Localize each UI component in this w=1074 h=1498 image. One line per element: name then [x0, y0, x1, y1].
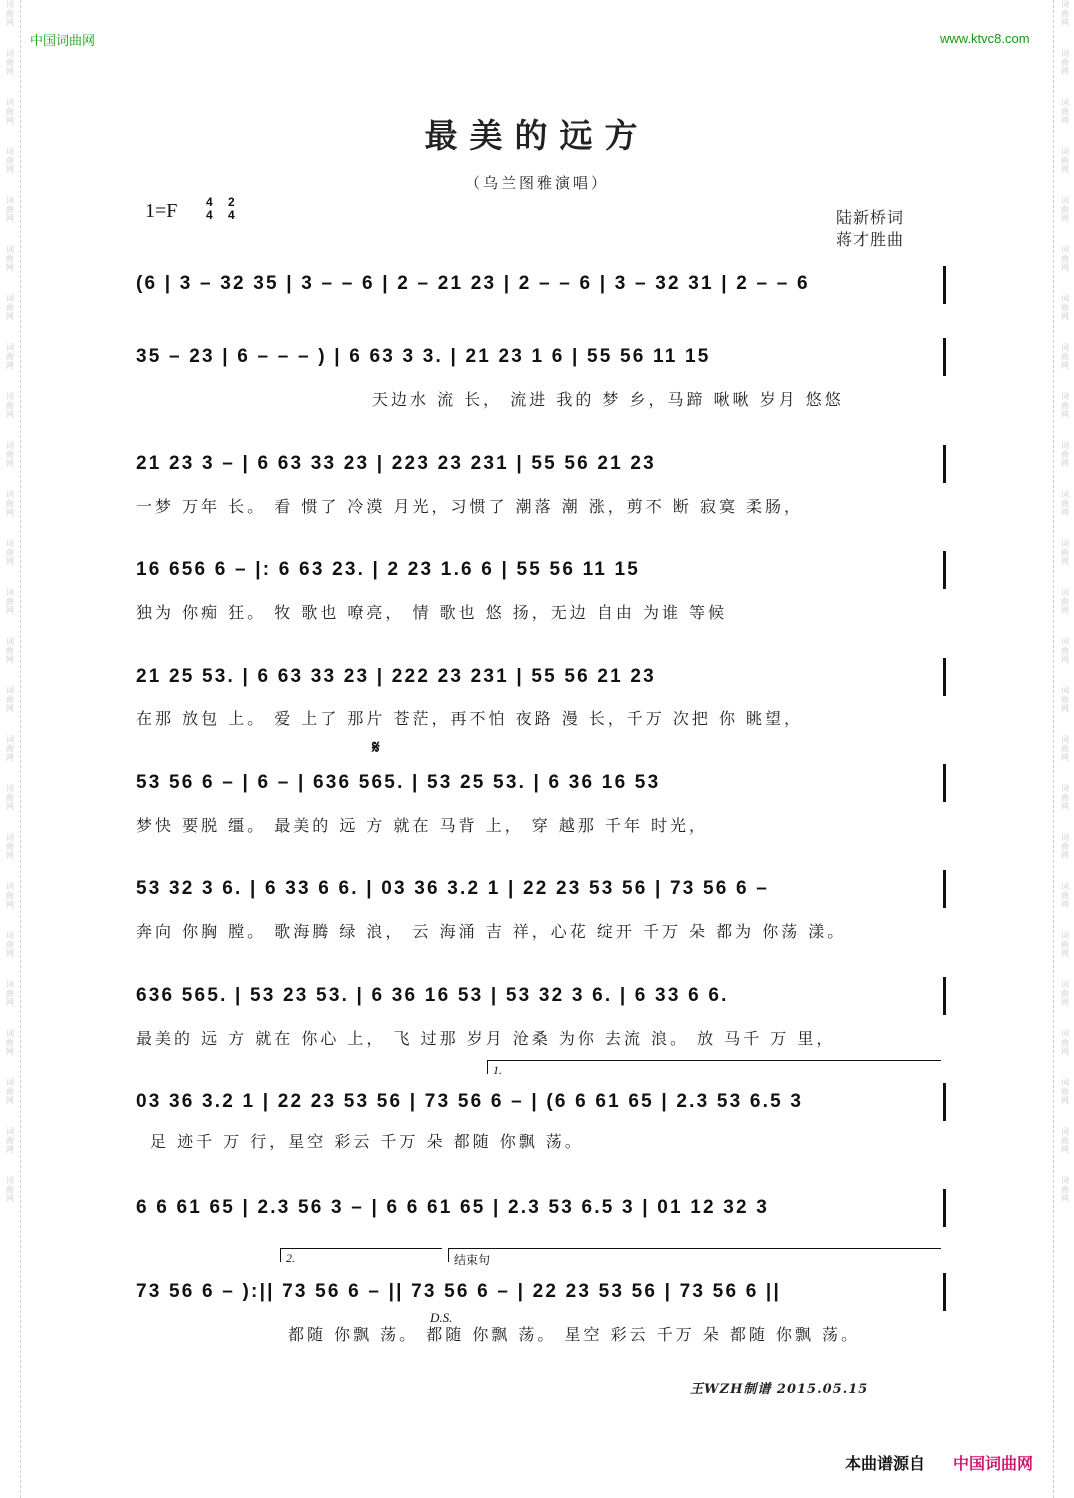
notation-line-10: 6 6 61 65 | 2.3 56 3 – | 6 6 61 65 | 2.3 53 6.5 3 | 01 12 32 3: [136, 1197, 770, 1218]
lyric-line-7: 奔向 你胸 膛。 歌海腾 绿 浪， 云 海涌 吉 祥，心花 绽开 千万 朵 都为 你荡 漾。: [136, 922, 847, 941]
watermark-text: 词曲网: [5, 637, 15, 664]
watermark-text: 词曲网: [5, 882, 15, 909]
time-signature-2-4: [228, 196, 235, 222]
source-brand-link[interactable]: 中国词曲网: [953, 1454, 1034, 1473]
lyric-line-8: 最美的 远 方 就在 你心 上， 飞 过那 岁月 沧桑 为你 去流 浪。 放 马千 万 里，: [136, 1029, 836, 1048]
watermark-text: 词曲网: [1060, 1029, 1070, 1056]
lyricist-credit: 陆新桥词: [836, 208, 905, 227]
watermark-text: 词曲网: [1060, 490, 1070, 517]
time-sig-bottom: 4: [228, 208, 235, 222]
song-title: 最美的远方: [424, 116, 650, 155]
barline: [943, 266, 946, 304]
watermark-text: 词曲网: [5, 588, 15, 615]
watermark-text: 词曲网: [5, 686, 15, 713]
barline: [943, 1189, 946, 1227]
watermark-text: 词曲网: [1060, 833, 1070, 860]
lyric-line-11: 都随 你飘 荡。 都随 你飘 荡。 星空 彩云 千万 朵 都随 你飘 荡。: [288, 1325, 861, 1344]
watermark-text: 词曲网: [1060, 294, 1070, 321]
watermark-text: 词曲网: [1060, 931, 1070, 958]
watermark-text: 词曲网: [1060, 98, 1070, 125]
watermark-text: 词曲网: [1060, 784, 1070, 811]
notation-line-6: 53 56 6 – | 6 – | 636 565. | 53 25 53. | 6 36 16 53: [136, 772, 661, 793]
lyric-line-2: 天边水 流 长， 流进 我的 梦 乡，马蹄 啾啾 岁月 悠悠: [372, 390, 844, 409]
time-sig-bottom: 4: [206, 208, 213, 222]
watermark-text: 词曲网: [1060, 882, 1070, 909]
barline: [943, 1273, 946, 1311]
watermark-text: 词曲网: [5, 392, 15, 419]
composer-credit: 蒋才胜曲: [836, 230, 905, 249]
source-label: 本曲谱源自: [845, 1454, 926, 1473]
lyric-line-4: 独为 你痴 狂。 牧 歌也 嘹亮， 情 歌也 悠 扬，无边 自由 为谁 等候: [136, 603, 728, 622]
first-ending-bracket: [487, 1060, 941, 1074]
left-watermark-column: [2, 0, 18, 1498]
barline: [943, 1083, 946, 1121]
barline: [943, 870, 946, 908]
watermark-text: 词曲网: [5, 441, 15, 468]
watermark-text: 词曲网: [1060, 1078, 1070, 1105]
lyric-line-3: 一梦 万年 长。 看 惯了 冷漠 月光，习惯了 潮落 潮 涨，剪不 断 寂寞 柔肠，: [136, 497, 804, 516]
watermark-text: 词曲网: [5, 1176, 15, 1203]
watermark-text: 词曲网: [5, 245, 15, 272]
lyric-line-9: 足 迹千 万 行，星空 彩云 千万 朵 都随 你飘 荡。: [150, 1132, 584, 1151]
site-name-link[interactable]: 中国词曲网: [30, 34, 96, 49]
key-signature: 1=F: [145, 200, 178, 222]
notation-line-4: 16 656 6 – |: 6 63 23. | 2 23 1.6 6 | 55 56 11 15: [136, 559, 641, 580]
performer-credit: （乌兰图雅演唱）: [464, 174, 609, 192]
left-margin-rule: [20, 0, 21, 1498]
watermark-text: 词曲网: [5, 784, 15, 811]
watermark-text: 词曲网: [1060, 686, 1070, 713]
second-ending-label: 2.: [286, 1251, 295, 1265]
watermark-text: 词曲网: [1060, 392, 1070, 419]
watermark-text: 词曲网: [5, 931, 15, 958]
watermark-text: 词曲网: [5, 0, 15, 27]
time-sig-top: 4: [206, 195, 213, 209]
watermark-text: 词曲网: [5, 980, 15, 1007]
barline: [943, 551, 946, 589]
coda-label: 结束句: [454, 1253, 491, 1267]
time-sig-top: 2: [228, 195, 235, 209]
watermark-text: 词曲网: [1060, 147, 1070, 174]
watermark-text: 词曲网: [1060, 245, 1070, 272]
watermark-text: 词曲网: [5, 49, 15, 76]
watermark-text: 词曲网: [1060, 980, 1070, 1007]
watermark-text: 词曲网: [1060, 343, 1070, 370]
watermark-text: 词曲网: [5, 1127, 15, 1154]
watermark-text: 词曲网: [5, 196, 15, 223]
watermark-text: 词曲网: [5, 539, 15, 566]
first-ending-label: 1.: [493, 1063, 502, 1077]
watermark-text: 词曲网: [1060, 196, 1070, 223]
watermark-text: 词曲网: [1060, 0, 1070, 27]
lyric-line-5: 在那 放包 上。 爱 上了 那片 苍茫，再不怕 夜路 漫 长，千万 次把 你 眺望，: [136, 709, 804, 728]
second-ending-bracket: [280, 1248, 442, 1262]
right-watermark-column: [1057, 0, 1073, 1498]
notation-line-3: 21 23 3 – | 6 63 33 23 | 223 23 231 | 55 56 21 23: [136, 453, 656, 474]
right-margin-rule: [1053, 0, 1054, 1498]
notation-line-9: 03 36 3.2 1 | 22 23 53 56 | 73 56 6 – | (6 6 61 65 | 2.3 53 6.5 3: [136, 1091, 804, 1112]
notation-line-1: (6 | 3 – 32 35 | 3 – – 6 | 2 – 21 23 | 2 – – 6 | 3 – 32 31 | 2 – – 6: [136, 273, 810, 294]
coda-bracket: [448, 1248, 941, 1262]
watermark-text: 词曲网: [5, 98, 15, 125]
watermark-text: 词曲网: [1060, 539, 1070, 566]
watermark-text: 词曲网: [5, 147, 15, 174]
watermark-text: 词曲网: [1060, 735, 1070, 762]
watermark-text: 词曲网: [5, 343, 15, 370]
notation-line-7: 53 32 3 6. | 6 33 6 6. | 03 36 3.2 1 | 22 23 53 56 | 73 56 6 –: [136, 878, 770, 899]
segno-sign: 𝄋: [372, 737, 380, 758]
dal-segno-marker: D.S.: [430, 1310, 453, 1325]
barline: [943, 977, 946, 1015]
watermark-text: 词曲网: [5, 294, 15, 321]
watermark-text: 词曲网: [5, 490, 15, 517]
watermark-text: 词曲网: [1060, 1127, 1070, 1154]
watermark-text: 词曲网: [5, 735, 15, 762]
notation-line-5: 21 25 53. | 6 63 33 23 | 222 23 231 | 55 56 21 23: [136, 666, 656, 687]
notation-line-8: 636 565. | 53 23 53. | 6 36 16 53 | 53 32 3 6. | 6 33 6 6.: [136, 985, 729, 1006]
time-signature-4-4: [206, 196, 213, 222]
transcriber-signature: 王WZH制谱 2015.05.15: [690, 1382, 869, 1397]
barline: [943, 338, 946, 376]
watermark-text: 词曲网: [5, 1078, 15, 1105]
watermark-text: 词曲网: [1060, 441, 1070, 468]
barline: [943, 445, 946, 483]
notation-line-11: 73 56 6 – ):|| 73 56 6 – || 73 56 6 – | 22 23 53 56 | 73 56 6 ||: [136, 1281, 781, 1302]
barline: [943, 764, 946, 802]
notation-line-2: 35 – 23 | 6 – – – ) | 6 63 3 3. | 21 23 1 6 | 55 56 11 15: [136, 346, 711, 367]
watermark-text: 词曲网: [1060, 1176, 1070, 1203]
watermark-text: 词曲网: [1060, 637, 1070, 664]
watermark-text: 词曲网: [5, 833, 15, 860]
watermark-text: 词曲网: [1060, 588, 1070, 615]
site-url-link[interactable]: www.ktvc8.com: [940, 31, 1030, 46]
lyric-line-6: 梦快 要脱 缰。 最美的 远 方 就在 马背 上， 穿 越那 千年 时光，: [136, 816, 709, 835]
watermark-text: 词曲网: [5, 1029, 15, 1056]
watermark-text: 词曲网: [1060, 49, 1070, 76]
barline: [943, 658, 946, 696]
